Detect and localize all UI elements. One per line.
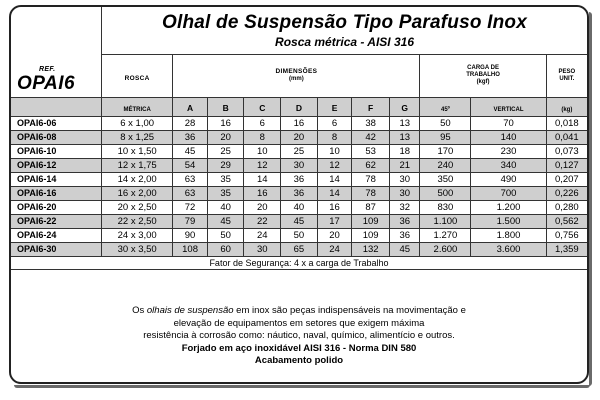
data-rows [11, 116, 587, 256]
cell-c: 22 [244, 214, 281, 228]
cell-b: 25 [207, 144, 244, 158]
cell-d: 40 [281, 200, 318, 214]
cell-peso: 0,280 [546, 200, 587, 214]
header-rosca: ROSCA [102, 54, 173, 97]
cell-g: 21 [389, 158, 420, 172]
cell-rosca: 12 x 1,75 [102, 158, 173, 172]
cell-e: 17 [317, 214, 352, 228]
cell-b: 29 [207, 158, 244, 172]
cell-code: OPAI6-24 [11, 228, 102, 242]
cell-c: 20 [244, 200, 281, 214]
cell-b: 40 [207, 200, 244, 214]
cell-peso: 0,041 [546, 130, 587, 144]
cell-g: 36 [389, 228, 420, 242]
cell-f: 78 [352, 186, 390, 200]
card-shadow-right [589, 12, 592, 386]
cell-f: 87 [352, 200, 390, 214]
cell-f: 53 [352, 144, 390, 158]
cell-code: OPAI6-14 [11, 172, 102, 186]
table-row [11, 228, 587, 242]
page-subtitle: Rosca métrica - AISI 316 [275, 34, 414, 49]
cell-d: 20 [281, 130, 318, 144]
ref-code: OPAI6 [17, 72, 76, 94]
header-carga: CARGA DE TRABALHO (kgf) [420, 54, 546, 97]
cell-code: OPAI6-22 [11, 214, 102, 228]
cell-peso: 0,562 [546, 214, 587, 228]
cell-vert: 1.500 [471, 214, 546, 228]
cell-g: 13 [389, 116, 420, 130]
cell-peso: 0,127 [546, 158, 587, 172]
cell-c45: 50 [420, 116, 471, 130]
cell-c45: 1.270 [420, 228, 471, 242]
cell-rosca: 14 x 2,00 [102, 172, 173, 186]
cell-vert: 70 [471, 116, 546, 130]
cell-rosca: 20 x 2,50 [102, 200, 173, 214]
subheader-45: 45º [420, 97, 471, 116]
cell-a: 90 [173, 228, 208, 242]
table-row [11, 144, 587, 158]
cell-rosca: 6 x 1,00 [102, 116, 173, 130]
cell-e: 10 [317, 144, 352, 158]
cell-b: 35 [207, 186, 244, 200]
header-peso: PESO UNIT. [546, 54, 587, 97]
safety-factor: Fator de Segurança: 4 x a carga de Trabalho [11, 256, 587, 269]
cell-c: 14 [244, 172, 281, 186]
subheader-blank [11, 97, 102, 116]
subheader-metrica: MÉTRICA [102, 97, 173, 116]
table-row [11, 242, 587, 256]
cell-peso: 0,226 [546, 186, 587, 200]
cell-a: 28 [173, 116, 208, 130]
cell-g: 36 [389, 214, 420, 228]
cell-rosca: 10 x 1,50 [102, 144, 173, 158]
cell-a: 63 [173, 172, 208, 186]
cell-vert: 340 [471, 158, 546, 172]
card-shadow-bottom [14, 385, 590, 388]
cell-c45: 240 [420, 158, 471, 172]
cell-g: 32 [389, 200, 420, 214]
table-row [11, 214, 587, 228]
cell-b: 16 [207, 116, 244, 130]
cell-peso: 0,207 [546, 172, 587, 186]
cell-f: 38 [352, 116, 390, 130]
cell-a: 45 [173, 144, 208, 158]
cell-e: 24 [317, 242, 352, 256]
cell-f: 109 [352, 214, 390, 228]
cell-e: 6 [317, 116, 352, 130]
note-line-2: elevação de equipamentos em setores que exigem máxima [173, 317, 425, 329]
note-line-3: resistência à corrosão como: náutico, naval, químico, alimentício e outros. [143, 330, 455, 341]
cell-c: 16 [244, 186, 281, 200]
cell-e: 14 [317, 186, 352, 200]
note-finish: Acabamento polido [254, 355, 344, 366]
cell-code: OPAI6-10 [11, 144, 102, 158]
cell-e: 16 [317, 200, 352, 214]
cell-rosca: 30 x 3,50 [102, 242, 173, 256]
cell-g: 30 [389, 172, 420, 186]
cell-d: 30 [281, 158, 318, 172]
table-row [11, 186, 587, 200]
cell-code: OPAI6-08 [11, 130, 102, 144]
title-cell [102, 7, 587, 54]
cell-d: 65 [281, 242, 318, 256]
subheader-kg: (kg) [546, 97, 587, 116]
header-dimensoes: DIMENSÕES (mm) [173, 54, 420, 97]
cell-f: 132 [352, 242, 390, 256]
cell-c45: 2.600 [420, 242, 471, 256]
table-row [11, 200, 587, 214]
cell-a: 108 [173, 242, 208, 256]
cell-rosca: 8 x 1,25 [102, 130, 173, 144]
cell-a: 54 [173, 158, 208, 172]
cell-c45: 350 [420, 172, 471, 186]
spec-table [11, 7, 587, 270]
cell-rosca: 22 x 2,50 [102, 214, 173, 228]
cell-peso: 0,018 [546, 116, 587, 130]
subheader-row [11, 97, 587, 116]
cell-peso: 0,073 [546, 144, 587, 158]
cell-code: OPAI6-06 [11, 116, 102, 130]
subheader-e: E [317, 97, 352, 116]
table-row [11, 116, 587, 130]
table-row [11, 172, 587, 186]
cell-peso: 0,756 [546, 228, 587, 242]
cell-e: 12 [317, 158, 352, 172]
cell-vert: 490 [471, 172, 546, 186]
subheader-b: B [207, 97, 244, 116]
cell-f: 42 [352, 130, 390, 144]
cell-vert: 700 [471, 186, 546, 200]
cell-vert: 3.600 [471, 242, 546, 256]
note-line-1: Os olhais de suspensão em inox são peças indispensáveis na movimentação e [132, 305, 466, 316]
product-spec-card [9, 5, 589, 384]
cell-g: 45 [389, 242, 420, 256]
cell-c: 6 [244, 116, 281, 130]
cell-e: 14 [317, 172, 352, 186]
cell-vert: 1.800 [471, 228, 546, 242]
cell-g: 30 [389, 186, 420, 200]
cell-rosca: 24 x 3,00 [102, 228, 173, 242]
cell-c: 30 [244, 242, 281, 256]
cell-code: OPAI6-12 [11, 158, 102, 172]
cell-peso: 1,359 [546, 242, 587, 256]
cell-c45: 1.100 [420, 214, 471, 228]
cell-d: 50 [281, 228, 318, 242]
cell-f: 78 [352, 172, 390, 186]
cell-f: 109 [352, 228, 390, 242]
cell-a: 63 [173, 186, 208, 200]
cell-c45: 170 [420, 144, 471, 158]
cell-vert: 230 [471, 144, 546, 158]
cell-b: 20 [207, 130, 244, 144]
cell-c45: 500 [420, 186, 471, 200]
cell-c: 8 [244, 130, 281, 144]
subheader-vertical: VERTICAL [471, 97, 546, 116]
cell-c: 10 [244, 144, 281, 158]
cell-code: OPAI6-20 [11, 200, 102, 214]
table-row [11, 158, 587, 172]
cell-vert: 140 [471, 130, 546, 144]
subheader-f: F [352, 97, 390, 116]
cell-code: OPAI6-16 [11, 186, 102, 200]
cell-rosca: 16 x 2,00 [102, 186, 173, 200]
ref-label: REF. [39, 65, 56, 73]
cell-b: 60 [207, 242, 244, 256]
description-notes [11, 305, 587, 368]
cell-f: 62 [352, 158, 390, 172]
cell-e: 8 [317, 130, 352, 144]
cell-b: 50 [207, 228, 244, 242]
cell-c45: 95 [420, 130, 471, 144]
cell-d: 36 [281, 172, 318, 186]
cell-c: 12 [244, 158, 281, 172]
page-title: Olhal de Suspensão Tipo Parafuso Inox [162, 11, 527, 33]
subheader-d: D [281, 97, 318, 116]
cell-d: 45 [281, 214, 318, 228]
cell-b: 35 [207, 172, 244, 186]
ref-cell [11, 7, 102, 97]
cell-c45: 830 [420, 200, 471, 214]
cell-g: 13 [389, 130, 420, 144]
cell-c: 24 [244, 228, 281, 242]
subheader-a: A [173, 97, 208, 116]
table-row [11, 130, 587, 144]
cell-d: 36 [281, 186, 318, 200]
cell-a: 72 [173, 200, 208, 214]
subheader-c: C [244, 97, 281, 116]
cell-d: 16 [281, 116, 318, 130]
cell-e: 20 [317, 228, 352, 242]
cell-vert: 1.200 [471, 200, 546, 214]
cell-b: 45 [207, 214, 244, 228]
subheader-g: G [389, 97, 420, 116]
cell-d: 25 [281, 144, 318, 158]
cell-code: OPAI6-30 [11, 242, 102, 256]
cell-a: 36 [173, 130, 208, 144]
cell-a: 79 [173, 214, 208, 228]
cell-g: 18 [389, 144, 420, 158]
note-material: Forjado em aço inoxidável AISI 316 - Norma DIN 580 [181, 342, 417, 354]
